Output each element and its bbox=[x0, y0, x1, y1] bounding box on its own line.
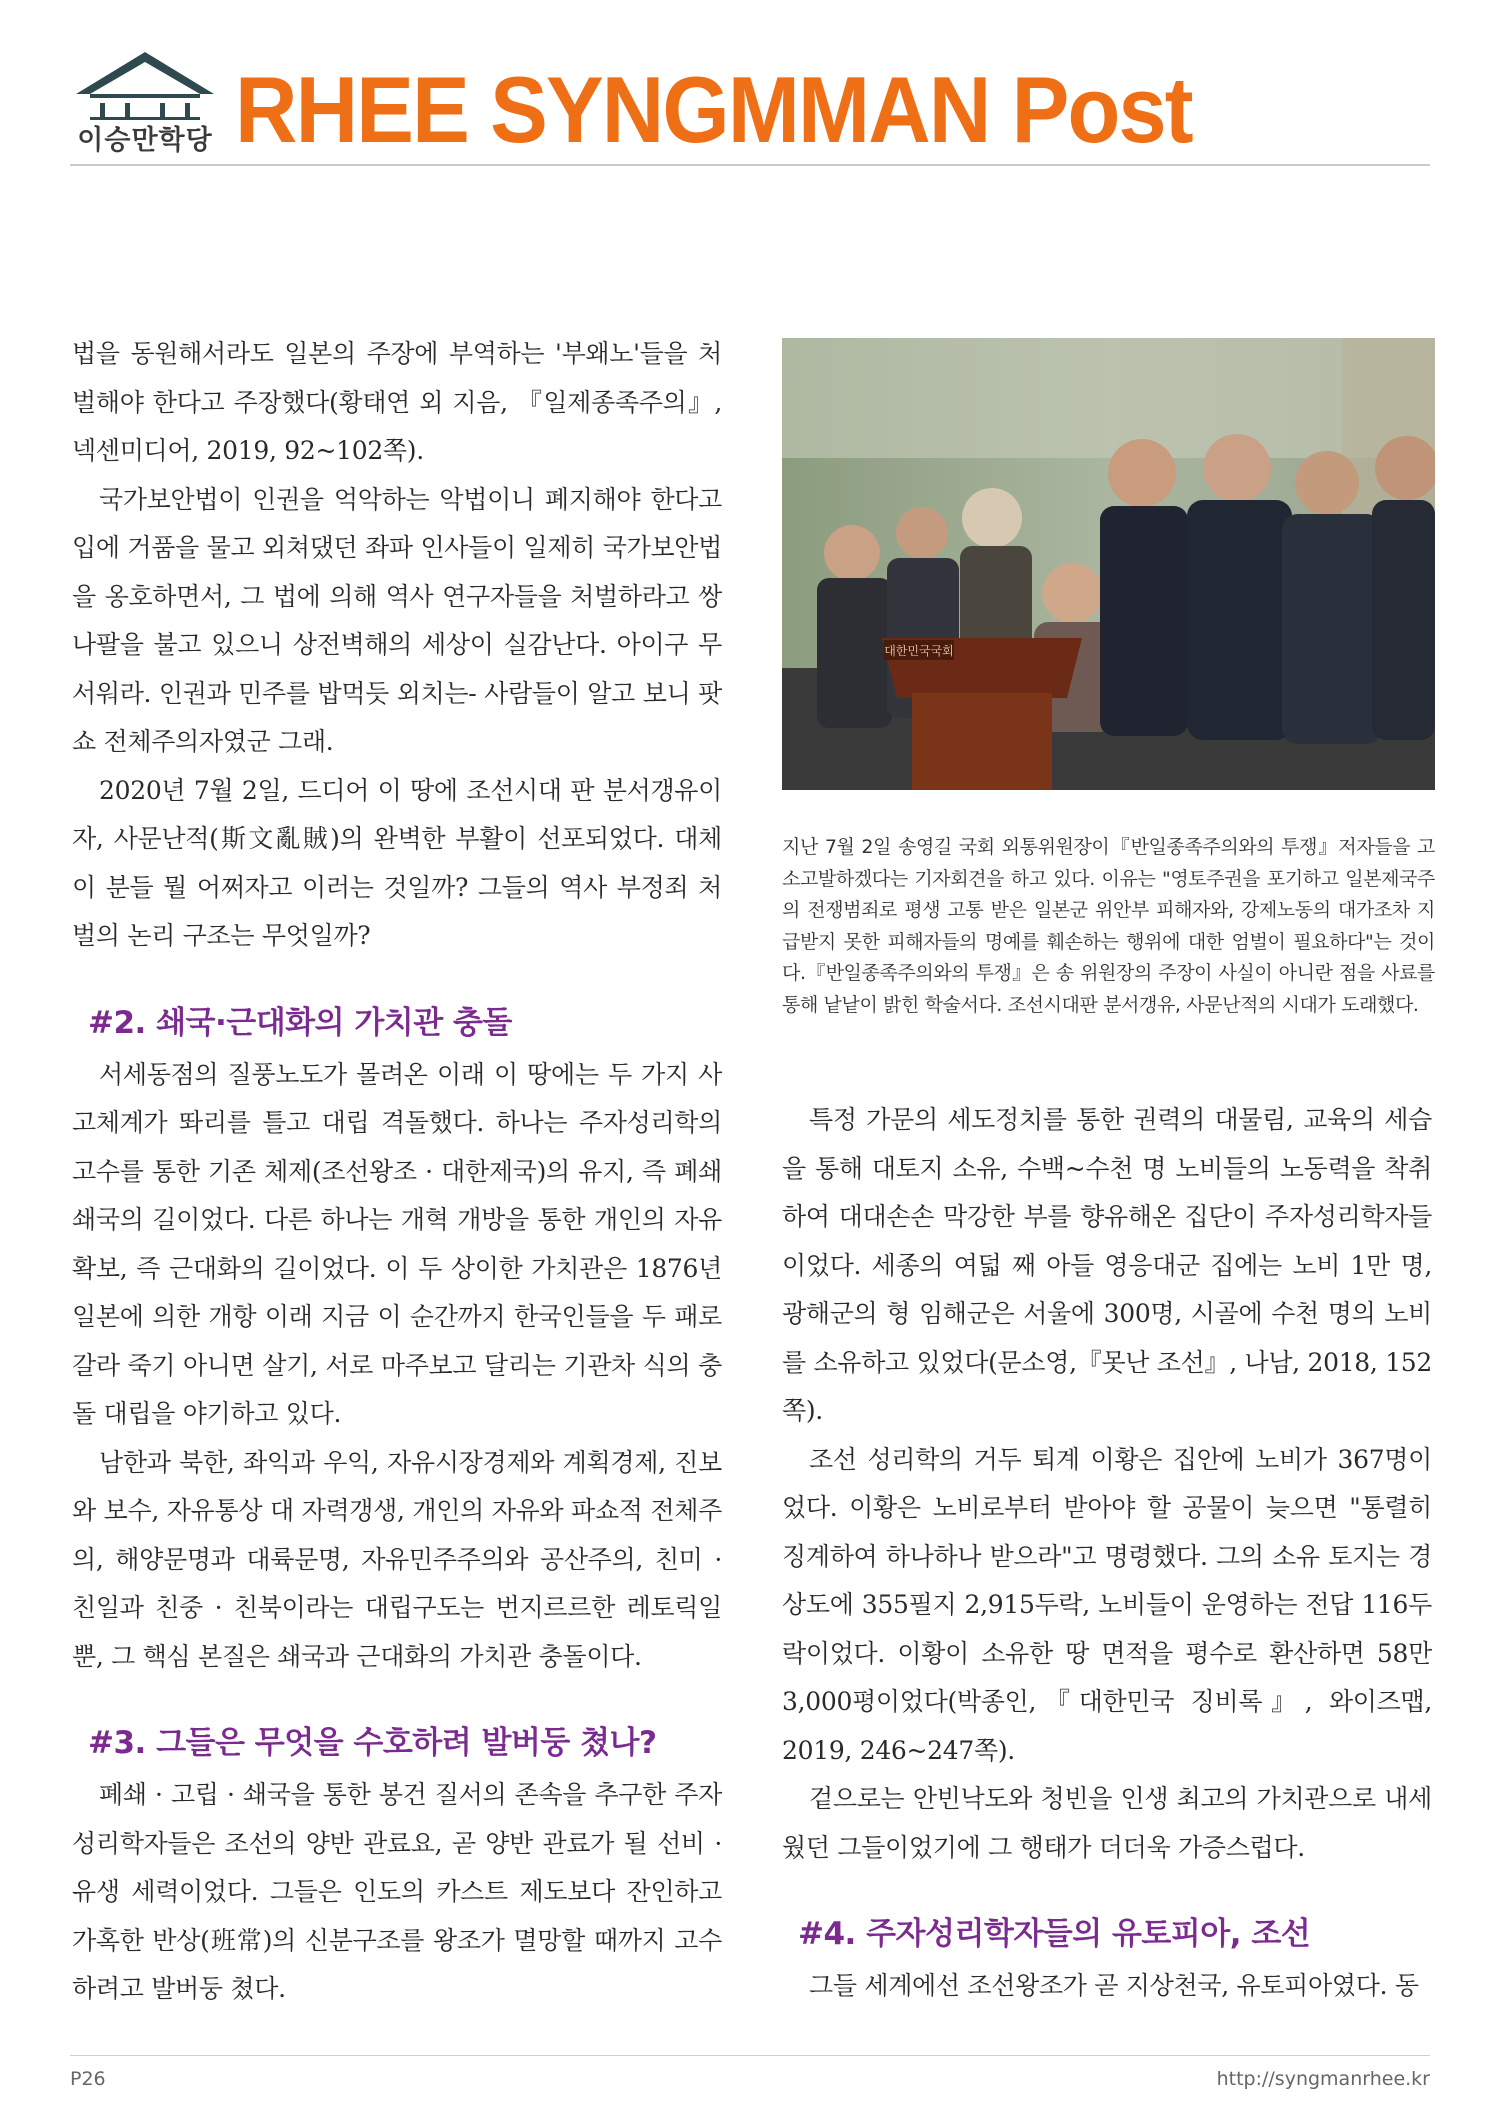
paragraph: 폐쇄 · 고립 · 쇄국을 통한 봉건 질서의 존속을 추구한 주자성리학자들은 조선의 양반 관료요, 곧 양반 관료가 될 선비 · 유생 세력이었다. 그들은 인도의 카스트 제도보다 잔인하고 가혹한 반상(班常)의 신분구조를 왕조가 멸망할 때까지 고수하려고 발버둥 쳤다. bbox=[72, 1780, 722, 2003]
photo-caption: 지난 7월 2일 송영길 국회 외통위원장이『반일종족주의와의 투쟁』저자들을 고소고발하겠다는 기자회견을 하고 있다. 이유는 "영토주권을 포기하고 일본제국주의 전쟁범죄로 평생 고통 받은 일본군 위안부 피해자와, 강제노동의 대가조차 지급받지 못한 피해자들의 명예를 훼손하는 행위에 대한 엄벌이 필요하다"는 것이다.『반일종족주의와의 투쟁』은 송 위원장의 주장이 사실이 아니란 점을 사료를 통해 낱낱이 밝힌 학술서다. 조선시대판 분서갱유, 사문난적의 시대가 도래했다. bbox=[782, 836, 1435, 1016]
paragraph: 법을 동원해서라도 일본의 주장에 부역하는 '부왜노'들을 처벌해야 한다고 주장했다(황태연 외 지음, 『일제종족주의』, 넥센미디어, 2019, 92~102쪽). bbox=[72, 339, 722, 465]
paragraph: 그들 세계에선 조선왕조가 곧 지상천국, 유토피아였다. 동 bbox=[809, 1971, 1419, 2000]
logo-text: 이승만학당 bbox=[77, 125, 213, 156]
podium-label: 대한민국국회 bbox=[884, 644, 954, 658]
section-heading: #3. 그들은 무엇을 수호하려 발버둥 쳤나? bbox=[88, 1725, 657, 1761]
paragraph: 2020년 7월 2일, 드디어 이 땅에 조선시대 판 분서갱유이자, 사문난적(斯文亂賊)의 완벽한 부활이 선포되었다. 대체 이 분들 뭘 어쩌자고 이러는 것일까? 그들의 역사 부정죄 처벌의 논리 구조는 무엇일까? bbox=[72, 775, 722, 950]
paragraph: 특정 가문의 세도정치를 통한 권력의 대물림, 교육의 세습을 통해 대토지 소유, 수백~수천 명 노비들의 노동력을 착취하여 대대손손 막강한 부를 향유해온 집단이 주자성리학자들이었다. 세종의 여덟 째 아들 영응대군 집에는 노비 1만 명, 광해군의 형 임해군은 서울에 300명, 시골에 수천 명의 노비를 소유하고 있었다(문소영,『못난 조선』, 나남, 2018, 152쪽). bbox=[782, 1105, 1433, 1425]
paragraph: 국가보안법이 인권을 억악하는 악법이니 폐지해야 한다고 입에 거품을 물고 외쳐댔던 좌파 인사들이 일제히 국가보안법을 옹호하면서, 그 법에 의해 역사 연구자들을 처벌하라고 쌍나팔을 불고 있으니 상전벽해의 세상이 실감난다. 아이구 무서워라. 인권과 민주를 밥먹듯 외치는- 사람들이 알고 보니 팟쇼 전체주의자였군 그래. bbox=[72, 484, 722, 756]
footer-divider bbox=[70, 2055, 1430, 2056]
paragraph: 겉으로는 안빈낙도와 청빈을 인생 최고의 가치관으로 내세웠던 그들이었기에 그 행태가 더더욱 가증스럽다. bbox=[782, 1784, 1432, 1862]
paragraph: 서세동점의 질풍노도가 몰려온 이래 이 땅에는 두 가지 사고체계가 똬리를 틀고 대립 격돌했다. 하나는 주자성리학의 고수를 통한 기존 체제(조선왕조 · 대한제국)의 유지, 즉 폐쇄 쇄국의 길이었다. 다른 하나는 개혁 개방을 통한 개인의 자유 확보, 즉 근대화의 길이었다. 이 두 상이한 가치관은 1876년 일본에 의한 개항 이래 지금 이 순간까지 한국인들을 두 패로 갈라 죽기 아니면 살기, 서로 마주보고 달리는 기관차 식의 충돌 대립을 야기하고 있다. bbox=[72, 1059, 722, 1428]
press-conference-photo bbox=[782, 338, 1435, 790]
section-heading: #4. 주자성리학자들의 유토피아, 조선 bbox=[798, 1916, 1311, 1952]
publication-title: RHEE SYNGMMAN Post bbox=[235, 57, 1192, 162]
section-heading: #2. 쇄국·근대화의 가치관 충돌 bbox=[88, 1004, 512, 1041]
right-column bbox=[782, 1096, 1432, 2011]
paragraph: 남한과 북한, 좌익과 우익, 자유시장경제와 계획경제, 진보와 보수, 자유통상 대 자력갱생, 개인의 자유와 파쇼적 전체주의, 해양문명과 대륙문명, 자유민주주의와 공산주의, 친미 · 친일과 친중 · 친북이라는 대립구도는 번지르르한 레토릭일 뿐, 그 핵심 본질은 쇄국과 근대화의 가치관 충돌이다. bbox=[72, 1447, 722, 1671]
website-url: http://syngmanrhee.kr bbox=[1216, 2068, 1430, 2090]
masthead bbox=[70, 48, 1430, 166]
left-column bbox=[72, 330, 722, 2014]
paragraph: 조선 성리학의 거두 퇴계 이황은 집안에 노비가 367명이었다. 이황은 노비로부터 받아야 할 공물이 늦으면 "통렬히 징계하여 하나하나 받으라"고 명령했다. 그의 소유 토지는 경상도에 355필지 2,915두락, 노비들이 운영하는 전답 116두락이었다. 이황이 소유한 땅 면적을 평수로 환산하면 58만 3,000평이었다(박종인,『대한민국 징비록』, 와이즈맵, 2019, 246~247쪽). bbox=[782, 1444, 1432, 1765]
page-number: P26 bbox=[70, 2068, 106, 2090]
header-divider bbox=[70, 164, 1430, 166]
